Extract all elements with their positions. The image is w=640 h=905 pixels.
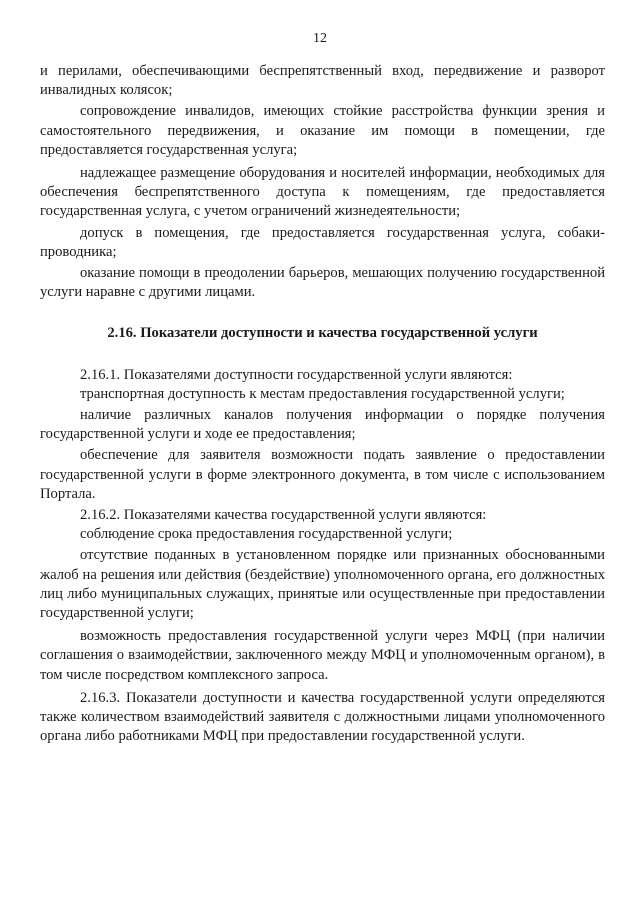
paragraph: надлежащее размещение оборудования и носителей информации, необходимых для обеспечения беспрепятственного доступа к помещениям, где предоставляется государственная услуга, с учетом ограничений жизнедеятельности;	[40, 165, 605, 220]
paragraph: возможность предоставления государственной услуги через МФЦ (при наличии соглашения о взаимодействии, заключенного между МФЦ и уполномоченным органом), в том числе посредством комплексного запроса.	[40, 628, 605, 683]
document-body	[40, 62, 605, 747]
paragraph: 2.16.3. Показатели доступности и качества государственной услуги определяются также количеством взаимодействий заявителя с должностными лицами уполномоченного органа либо работниками МФЦ при предоставлении государственной услуги.	[40, 689, 605, 745]
page-number: 12	[313, 31, 327, 46]
paragraph: 2.16.2. Показателями качества государственной услуги являются:	[80, 507, 487, 524]
paragraph: транспортная доступность к местам предоставления государственной услуги;	[80, 385, 565, 402]
paragraph: 2.16.1. Показателями доступности государственной услуги являются:	[80, 366, 513, 383]
paragraph: соблюдение срока предоставления государственной услуги;	[80, 526, 453, 543]
paragraph: оказание помощи в преодолении барьеров, мешающих получению государственной услуги наравне с другими лицами.	[40, 265, 605, 301]
paragraph: допуск в помещения, где предоставляется государственная услуга, собаки-проводника;	[40, 224, 605, 260]
paragraph-continuation: и перилами, обеспечивающими беспрепятственный вход, передвижение и разворот инвалидных колясок;	[40, 63, 605, 99]
paragraph: наличие различных каналов получения информации о порядке получения государственной услуги и ходе ее предоставления;	[40, 407, 605, 443]
paragraph: сопровождение инвалидов, имеющих стойкие расстройства функции зрения и самостоятельного передвижения, и оказание им помощи в помещении, где предоставляется государственная услуга;	[40, 103, 605, 158]
paragraph: обеспечение для заявителя возможности подать заявление о предоставлении государственной услуги в форме электронного документа, в том числе с использованием Портала.	[40, 447, 605, 502]
paragraph: отсутствие поданных в установленном порядке или признанных обоснованными жалоб на решения или действия (бездействие) уполномоченного органа, его должностных лиц либо муниципальных служащих, принятые или осуществленные при предоставлении государственной услуги;	[40, 547, 605, 622]
section-heading: 2.16. Показатели доступности и качества государственной услуги	[107, 325, 538, 342]
